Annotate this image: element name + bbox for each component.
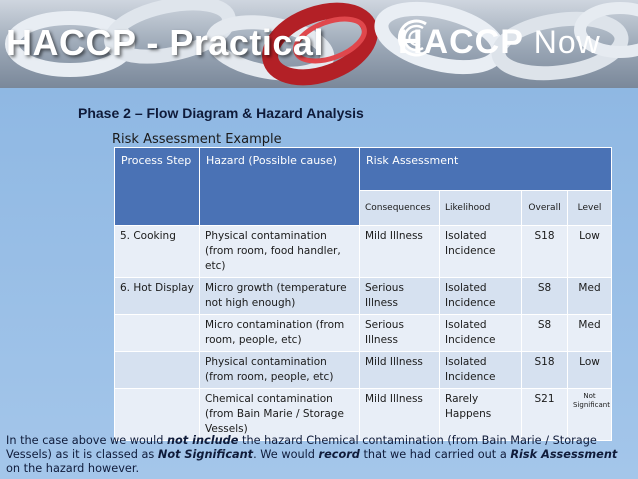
cell-process: 5. Cooking xyxy=(115,226,200,278)
ring-c-logo-icon xyxy=(396,16,436,60)
cell-hazard: Micro growth (temperature not high enough) xyxy=(200,278,360,315)
footer-emphasis: Not Significant xyxy=(157,448,254,461)
footer-text: . We would xyxy=(253,448,319,461)
phase-title: Phase 2 – Flow Diagram & Hazard Analysis xyxy=(78,105,364,121)
slide-content xyxy=(0,88,638,479)
header-process-step: Process Step xyxy=(115,148,200,226)
header-risk-assessment: Risk Assessment xyxy=(360,148,612,191)
footer-text: on the hazard however. xyxy=(6,462,140,475)
cell-overall: S21 xyxy=(522,389,568,441)
cell-consequences: Serious Illness xyxy=(360,278,440,315)
cell-process xyxy=(115,389,200,441)
footer-emphasis: Risk Assessment xyxy=(510,448,618,461)
footer-text: the hazard Chemical contamination (from Bain Marie / Storage Vessels) as it is classed as xyxy=(6,434,597,461)
footer-text: that we had carried out a xyxy=(359,448,511,461)
footer-emphasis: not include xyxy=(167,434,239,447)
table-caption: Risk Assessment Example xyxy=(112,132,282,147)
cell-hazard: Physical contamination (from room, food handler, etc) xyxy=(200,226,360,278)
risk-assessment-table xyxy=(114,147,612,441)
cell-process: 6. Hot Display xyxy=(115,278,200,315)
footer-note xyxy=(6,434,632,476)
cell-overall: S18 xyxy=(522,352,568,389)
cell-process xyxy=(115,315,200,352)
cell-likelihood: Isolated Incidence xyxy=(440,352,522,389)
cell-overall: S8 xyxy=(522,315,568,352)
logo-text: HACCP Now xyxy=(398,22,601,61)
cell-likelihood: Isolated Incidence xyxy=(440,315,522,352)
cell-level: Low xyxy=(568,226,612,278)
slide-title: HACCP - Practical xyxy=(6,22,324,63)
cell-hazard: Chemical contamination (from Bain Marie / Storage Vessels) xyxy=(200,389,360,441)
cell-overall: S8 xyxy=(522,278,568,315)
table-row xyxy=(115,389,612,441)
cell-likelihood: Isolated Incidence xyxy=(440,278,522,315)
subheader-level: Level xyxy=(568,191,612,226)
subheader-likelihood: Likelihood xyxy=(440,191,522,226)
header-banner xyxy=(0,0,638,88)
cell-level: Not Significant xyxy=(568,389,612,441)
subheader-overall: Overall xyxy=(522,191,568,226)
table-row xyxy=(115,278,612,315)
cell-consequences: Serious Illness xyxy=(360,315,440,352)
haccp-now-logo xyxy=(396,16,601,68)
header-hazard: Hazard (Possible cause) xyxy=(200,148,360,226)
footer-text: In the case above we would xyxy=(6,434,167,447)
cell-hazard: Physical contamination (from room, people, etc) xyxy=(200,352,360,389)
cell-likelihood: Rarely Happens xyxy=(440,389,522,441)
cell-level: Med xyxy=(568,315,612,352)
cell-likelihood: Isolated Incidence xyxy=(440,226,522,278)
cell-process xyxy=(115,352,200,389)
subheader-consequences: Consequences xyxy=(360,191,440,226)
table-row xyxy=(115,226,612,278)
table-header-row xyxy=(115,148,612,191)
cell-level: Med xyxy=(568,278,612,315)
cell-consequences: Mild Illness xyxy=(360,389,440,441)
cell-consequences: Mild Illness xyxy=(360,226,440,278)
cell-consequences: Mild Illness xyxy=(360,352,440,389)
table-row xyxy=(115,352,612,389)
cell-level: Low xyxy=(568,352,612,389)
footer-emphasis: record xyxy=(318,448,360,461)
cell-overall: S18 xyxy=(522,226,568,278)
cell-hazard: Micro contamination (from room, people, etc) xyxy=(200,315,360,352)
table-row xyxy=(115,315,612,352)
